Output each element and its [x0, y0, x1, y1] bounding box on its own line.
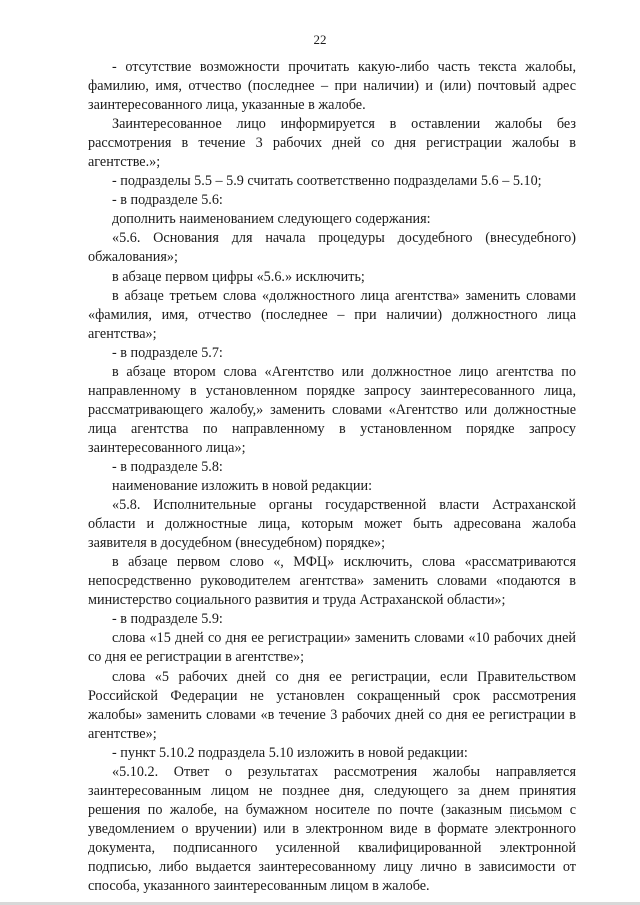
paragraph: «5.10.2. Ответ о результатах рассмотрения жалобы направляется заинтересованным лицом не позднее дня, следующего за днем принятия решения по жалобе, на бумажном носителе по почте (заказным письмом с уведомлением о вручении) или в электронном виде в формате электронного документа, подписанного усиленной квалифицированной электронной подписью, либо выдается заинтересованному лицу лично в зависимости от способа, указанного заинтересованным лицом в жалобе.	[88, 763, 576, 895]
paragraph: в абзаце первом цифры «5.6.» исключить;	[112, 268, 365, 285]
document-body	[88, 58, 576, 896]
paragraph: - в подразделе 5.9:	[112, 611, 223, 628]
paragraph: слова «5 рабочих дней со дня ее регистрации, если Правительством Российской Федерации не установлен сокращенный срок рассмотрения жалобы» заменить словами «в течение 3 рабочих дней со дня ее регистрации в агентстве»;	[88, 668, 576, 742]
paragraph: - пункт 5.10.2 подраздела 5.10 изложить в новой редакции:	[112, 744, 468, 761]
page-number: 22	[313, 32, 327, 47]
paragraph: - в подразделе 5.7:	[112, 344, 223, 361]
paragraph: - подразделы 5.5 – 5.9 считать соответственно подразделами 5.6 – 5.10;	[112, 173, 542, 190]
paragraph: в абзаце третьем слова «должностного лица агентства» заменить словами «фамилия, имя, отчество (последнее – при наличии) должностного лица агентства»;	[88, 287, 576, 342]
paragraph: наименование изложить в новой редакции:	[112, 478, 373, 495]
paragraph: слова «15 дней со дня ее регистрации» заменить словами «10 рабочих дней со дня ее регистрации в агентстве»;	[88, 630, 576, 666]
paragraph: Заинтересованное лицо информируется в оставлении жалобы без рассмотрения в течение 3 рабочих дней со дня регистрации жалобы в агентстве.»;	[88, 116, 576, 171]
paragraph: - в подразделе 5.8:	[112, 458, 223, 475]
paragraph: в абзаце первом слово «, МФЦ» исключить, слова «рассматриваются непосредственно руководителем агентства» заменить словами «подаются в министерство социального развития и труда Астраханской области»;	[88, 554, 576, 609]
scan-smudge	[510, 816, 560, 820]
paragraph: - в подразделе 5.6:	[112, 192, 223, 209]
paragraph: дополнить наименованием следующего содержания:	[112, 211, 431, 228]
paragraph: «5.8. Исполнительные органы государственной власти Астраханской области и должностные лица, которым может быть адресована жалоба заявителя в досудебном (внесудебном) порядке»;	[88, 497, 576, 552]
paragraph: «5.6. Основания для начала процедуры досудебного (внесудебного) обжалования»;	[88, 230, 576, 266]
paragraph: - отсутствие возможности прочитать какую-либо часть текста жалобы, фамилию, имя, отчество (последнее – при наличии) и (или) почтовый адрес заинтересованного лица, указанные в жалобе.	[88, 59, 576, 114]
paragraph: в абзаце втором слова «Агентство или должностное лицо агентства по направленному в установленном порядке запросу заинтересованного лица, рассматривающего жалобу,» заменить словами «Агентство или должностные лица агентства по направленному в установленном порядке запросу заинтересованного лица»;	[88, 363, 576, 456]
